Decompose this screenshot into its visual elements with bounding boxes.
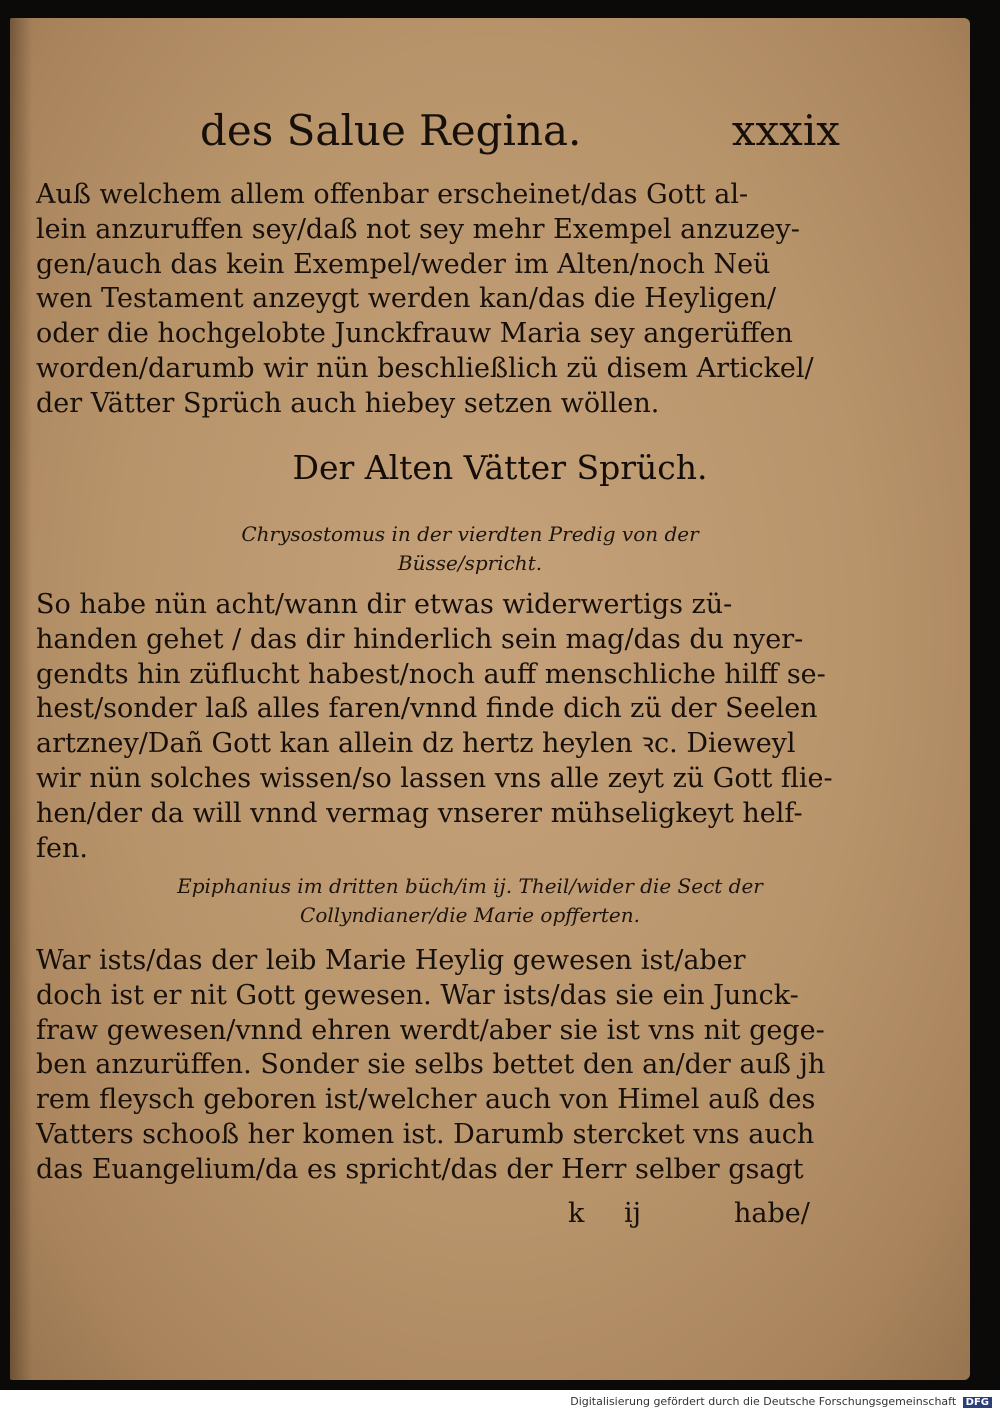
catchword: habe/ bbox=[734, 1198, 810, 1229]
dfg-logo-icon: DFG bbox=[963, 1397, 992, 1408]
paragraph-intro bbox=[36, 178, 826, 422]
running-title: des Salue Regina. bbox=[200, 106, 582, 155]
text-line: artzney/Dañ Gott kan allein dz hertz heylen ꝛc. Dieweyl bbox=[36, 728, 796, 760]
banner-text: Digitalisierung gefördert durch die Deutsche Forschungsgemeinschaft bbox=[570, 1395, 957, 1408]
text-line: handen gehet / das dir hinderlich sein mag/das du nyer- bbox=[36, 623, 804, 655]
text-line: wir nün solches wissen/so lassen vns alle zeyt zü Gott flie- bbox=[36, 762, 833, 794]
folio-number: xxxix bbox=[731, 106, 840, 155]
text-line: wen Testament anzeygt werden kan/das die Heyligen/ bbox=[36, 283, 777, 315]
text-line: hen/der da will vnnd vermag vnserer mühseligkeyt helf- bbox=[36, 797, 803, 829]
attribution-line: Epiphanius im dritten büch/im ij. Theil/wider die Sect der bbox=[177, 874, 763, 898]
text-line: fen. bbox=[36, 832, 88, 864]
text-line: Vatters schooß her komen ist. Darumb stercket vns auch bbox=[36, 1118, 815, 1150]
attribution-line: Chrysostomus in der vierdten Predig von der bbox=[241, 522, 699, 546]
text-line: War ists/das der leib Marie Heylig gewesen ist/aber bbox=[36, 945, 746, 976]
text-line: fraw gewesen/vnnd ehren werdt/aber sie ist vns nit gege- bbox=[36, 1014, 825, 1046]
text-line: hest/sonder laß alles faren/vnnd finde dich zü der Seelen bbox=[36, 693, 818, 725]
attribution-line: Collyndianer/die Marie opfferten. bbox=[300, 903, 640, 927]
attribution-epiphanius bbox=[80, 872, 860, 930]
text-line: ben anzurüffen. Sonder sie selbs bettet den an/der auß jh bbox=[36, 1049, 826, 1081]
text-line: Auß welchem allem offenbar erscheinet/das Gott al- bbox=[36, 179, 749, 210]
section-heading: Der Alten Vätter Sprüch. bbox=[292, 448, 708, 487]
text-line: das Euangelium/da es spricht/das der Herr selber gsagt bbox=[36, 1153, 804, 1185]
attribution-chrysostomus bbox=[80, 520, 860, 578]
text-line: doch ist er nit Gott gewesen. War ists/das sie ein Junck- bbox=[36, 979, 799, 1011]
running-header bbox=[190, 100, 840, 170]
paragraph-chrysostomus bbox=[36, 588, 833, 866]
funding-banner bbox=[570, 1395, 992, 1408]
text-line: gendts hin züflucht habest/noch auff menschliche hilff se- bbox=[36, 658, 826, 690]
text-line: worden/darumb wir nün beschließlich zü disem Artickel/ bbox=[36, 352, 814, 384]
text-line: rem fleysch geboren ist/welcher auch von Himel auß des bbox=[36, 1084, 816, 1116]
signature-mark: k bbox=[568, 1198, 585, 1229]
attribution-line: Büsse/spricht. bbox=[397, 551, 543, 575]
paragraph-epiphanius bbox=[36, 944, 826, 1188]
text-line: gen/auch das kein Exempel/weder im Alten/noch Neü bbox=[36, 248, 771, 280]
text-line: lein anzuruffen sey/daß not sey mehr Exempel anzuzey- bbox=[36, 213, 800, 245]
signature-number: ij bbox=[624, 1198, 642, 1229]
page-gutter-shadow bbox=[10, 18, 32, 1380]
text-line: der Vätter Sprüch auch hiebey setzen wöllen. bbox=[36, 387, 660, 419]
text-line: So habe nün acht/wann dir etwas widerwertigs zü- bbox=[36, 589, 733, 620]
text-line: oder die hochgelobte Junckfrauw Maria sey angerüffen bbox=[36, 318, 793, 350]
